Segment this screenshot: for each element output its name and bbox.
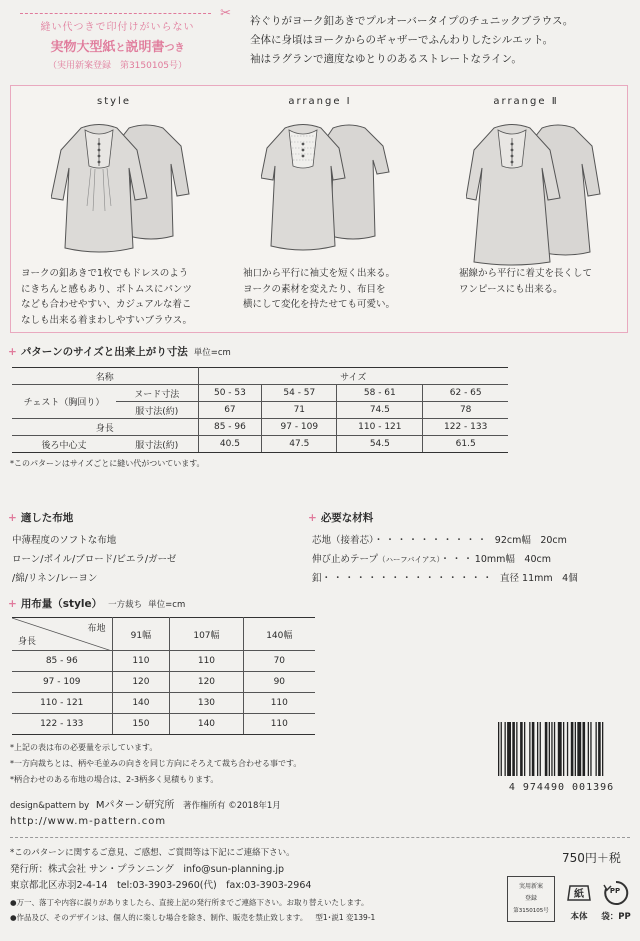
copyright: 著作権所有 ©2018年1月 <box>183 801 281 811</box>
table-cell: 58 - 61 <box>337 385 423 402</box>
footer <box>10 845 311 895</box>
material-name: 釦 <box>312 573 322 584</box>
material-dots: ・・・・・・・・・・ <box>373 535 489 546</box>
credit-line <box>10 796 281 811</box>
table-cell: 90 <box>243 672 315 693</box>
pattern-badge <box>10 6 231 71</box>
material-value: 10mm幅 40cm <box>474 554 551 565</box>
row-height: 122 - 133 <box>12 714 112 735</box>
table-cell: 110 <box>243 693 315 714</box>
table-cell: 54.5 <box>337 436 423 453</box>
desc-line: ヨークの素材を変えたり、布目を <box>243 283 386 295</box>
table-cell: 110 <box>170 651 243 672</box>
table-cell: 140 <box>112 693 170 714</box>
yardage-notes <box>10 740 301 788</box>
reg-line: 登録 <box>524 895 537 902</box>
material-value: 92cm幅 20cm <box>494 535 567 546</box>
desc-line: ヨークの釦あきで1枚でもドレスのよう <box>21 268 189 279</box>
materials-list <box>312 531 630 588</box>
fabric-line: ローン/ボイル/ブロード/ビエラ/ガーゼ <box>12 554 177 565</box>
badge-line-2 <box>10 36 225 55</box>
desc-line: にきちんと感もあり、ボトムスにパンツ <box>21 283 193 295</box>
name-header: 名称 <box>12 368 198 385</box>
nude-label: ヌード寸法 <box>116 385 198 402</box>
plus-icon: + <box>8 598 17 610</box>
footer-address: 東京都北区赤羽2-4-14 tel:03-3903-2960(代) fax:03-3903-2964 <box>10 880 312 891</box>
cut-line <box>20 13 211 14</box>
footer-note <box>10 910 375 925</box>
table-cell: 62 - 65 <box>423 385 508 402</box>
chest-label: チェスト（胸回り） <box>12 385 116 419</box>
desc-line: 横にして変化を持たせても可愛い。 <box>243 299 396 310</box>
badge-line-1: 縫い代つきで印付けがいらない <box>40 22 195 33</box>
arrange1-description <box>243 266 395 313</box>
table-cell: 110 - 121 <box>337 419 423 436</box>
corner-height: 身長 <box>18 637 37 647</box>
width-header: 91幅 <box>112 618 170 651</box>
table-cell: 110 <box>243 714 315 735</box>
material-item <box>312 550 630 569</box>
table-cell: 85 - 96 <box>198 419 262 436</box>
badge-instructions: 説明書 <box>125 40 165 55</box>
table-cell: 74.5 <box>337 402 423 419</box>
pp-mark-label: 袋：PP <box>601 912 631 922</box>
fabric-line: 中薄程度のソフトな布地 <box>12 535 117 546</box>
materials-section-title: 必要な材料 <box>320 512 374 524</box>
table-cell: 78 <box>423 402 508 419</box>
row-height: 97 - 109 <box>12 672 112 693</box>
footer-note-text: ●作品及び、そのデザインは、個人的に楽しむ場合を除き、制作、販売を禁止致します。 <box>10 913 308 922</box>
table-cell: 97 - 109 <box>262 419 337 436</box>
size-section-title: パターンのサイズと出来上がり寸法 <box>20 346 188 358</box>
footer-code: 型1･説1 変139-1 <box>315 913 376 922</box>
material-item <box>312 531 630 550</box>
table-cell: 150 <box>112 714 170 735</box>
table-cell: 120 <box>112 672 170 693</box>
desc-line: なども合わせやすい、カジュアルな着こ <box>21 299 192 310</box>
height-label: 身長 <box>12 419 198 436</box>
width-header: 107幅 <box>170 618 243 651</box>
plus-icon: + <box>8 346 17 358</box>
barcode-number: 4 974490 001396 <box>508 782 615 793</box>
footer-publisher: 発行所：株式会社 サン・プランニング info@sun-planning.jp <box>10 863 285 875</box>
table-cell: 130 <box>170 693 243 714</box>
garment-label: 服寸法(約) <box>116 402 198 419</box>
table-cell: 61.5 <box>423 436 508 453</box>
plus-icon: + <box>308 512 317 524</box>
registration-box <box>507 876 555 922</box>
arrange1-illustration <box>261 116 391 256</box>
plus-icon: + <box>8 512 17 524</box>
corner-fabric: 布地 <box>87 624 106 634</box>
yardage-sub: 一方裁ち <box>108 600 143 610</box>
table-cell: 71 <box>262 402 337 419</box>
row-height: 85 - 96 <box>12 651 112 672</box>
yardage-note: *柄合わせのある布地の場合は、2-3柄多く見積もります。 <box>10 775 219 784</box>
intro-text <box>250 12 630 69</box>
desc-line: なしも出来る着まわしやすいブラウス。 <box>21 314 193 326</box>
paper-recycle-mark <box>565 880 593 922</box>
back-length-label: 後ろ中心丈 <box>12 436 116 453</box>
table-cell: 120 <box>170 672 243 693</box>
arrange1-title: arrange Ⅰ <box>288 96 352 107</box>
back-garment-label: 服寸法(約) <box>116 436 198 453</box>
arrange2-description <box>459 266 592 297</box>
table-cell: 70 <box>243 651 315 672</box>
style-description <box>21 266 192 328</box>
table-cell: 54 - 57 <box>262 385 337 402</box>
style-title: style <box>97 96 131 107</box>
material-name: 芯地（接着芯） <box>312 535 374 546</box>
yardage-note: *上記の表は布の必要量を示しています。 <box>10 743 158 752</box>
row-height: 110 - 121 <box>12 693 112 714</box>
intro-line: 衿ぐりがヨーク釦あきでプルオーバータイプのチュニックブラウス。 <box>250 15 574 27</box>
yardage-section-heading <box>8 596 185 611</box>
pp-mark-text: PP <box>609 887 621 895</box>
material-dots: ・・・・・・・・・・・・・・・ <box>321 573 495 584</box>
arrange2-title: arrange Ⅱ <box>493 96 559 107</box>
yardage-section-title: 用布量（style） <box>20 598 103 610</box>
size-unit: 単位=cm <box>193 348 231 358</box>
material-name: 伸び止めテープ <box>312 554 379 565</box>
intro-line: 袖はラグランで適度なゆとりのあるストレートなライン。 <box>250 53 522 65</box>
table-cell: 40.5 <box>198 436 262 453</box>
size-section-heading <box>8 344 231 359</box>
desc-line: 袖口から平行に袖丈を短く出来る。 <box>243 268 396 279</box>
footer-notes <box>10 895 375 925</box>
badge-line-3: （実用新案登録 第3150105号） <box>47 61 188 71</box>
table-cell: 47.5 <box>262 436 337 453</box>
table-cell: 50 - 53 <box>198 385 262 402</box>
table-cell: 67 <box>198 402 262 419</box>
pp-recycle-mark <box>598 880 634 922</box>
size-header: サイズ <box>198 368 508 385</box>
materials-section-heading <box>308 510 373 525</box>
reg-line: 実用新案 <box>518 883 543 890</box>
desc-line: 裾線から平行に着丈を長くして <box>459 268 593 279</box>
size-table <box>12 367 508 453</box>
barcode <box>494 720 629 793</box>
fabric-line: /綿/リネン/レーヨン <box>12 573 98 584</box>
material-item <box>312 569 630 588</box>
price: 750円＋税 <box>562 851 621 865</box>
corner-cell <box>12 618 112 651</box>
brand-name: Mパターン研究所 <box>95 800 175 811</box>
style-box <box>10 85 628 333</box>
yardage-unit: 単位=cm <box>148 600 186 610</box>
footer-contact: *このパターンに関するご意見、ご感想、ご質問等は下記にご連絡下さい。 <box>10 848 295 858</box>
arrange2-illustration <box>466 116 606 266</box>
paper-mark-label: 本体 <box>570 912 588 922</box>
reg-line: 第3150105号 <box>513 908 549 914</box>
material-value: 直径 11mm 4個 <box>500 573 578 584</box>
size-note: *このパターンはサイズごとに縫い代がついています。 <box>10 459 205 468</box>
credit-label: design&pattern by <box>10 801 90 811</box>
divider <box>10 837 630 838</box>
barcode-bars <box>494 720 629 778</box>
table-cell: 122 - 133 <box>423 419 508 436</box>
table-cell: 140 <box>170 714 243 735</box>
material-sub: （ハーフバイアス） <box>378 555 441 564</box>
style-illustration <box>51 116 191 256</box>
scissors-icon: ✂ <box>220 6 231 21</box>
width-header: 140幅 <box>243 618 315 651</box>
fabric-section-heading <box>8 510 73 525</box>
footer-note: ●万一、落丁や内容に誤りがありましたら、直接上記の発行所までご連絡下さい。お取り替えいたします。 <box>10 898 369 907</box>
yardage-table <box>12 617 315 735</box>
desc-line: ワンピースにも出来る。 <box>459 283 563 295</box>
badge-pattern: 実物大型紙 <box>50 40 116 55</box>
website-url[interactable]: http://www.m-pattern.com <box>10 816 167 827</box>
badge-included: つき <box>164 43 185 54</box>
fabric-section-title: 適した布地 <box>20 512 74 524</box>
table-cell: 110 <box>112 651 170 672</box>
paper-mark-text: 紙 <box>574 889 584 900</box>
material-dots: ・・・ <box>440 554 475 565</box>
fabric-list <box>12 531 176 588</box>
intro-line: 全体に身頃はヨークからのギャザーでふんわりしたシルエット。 <box>250 34 554 46</box>
yardage-note: *一方向裁ちとは、柄や毛並みの向きを同じ方向にそろえて裁ち合わせる事です。 <box>10 759 302 768</box>
badge-and: と <box>115 43 126 54</box>
